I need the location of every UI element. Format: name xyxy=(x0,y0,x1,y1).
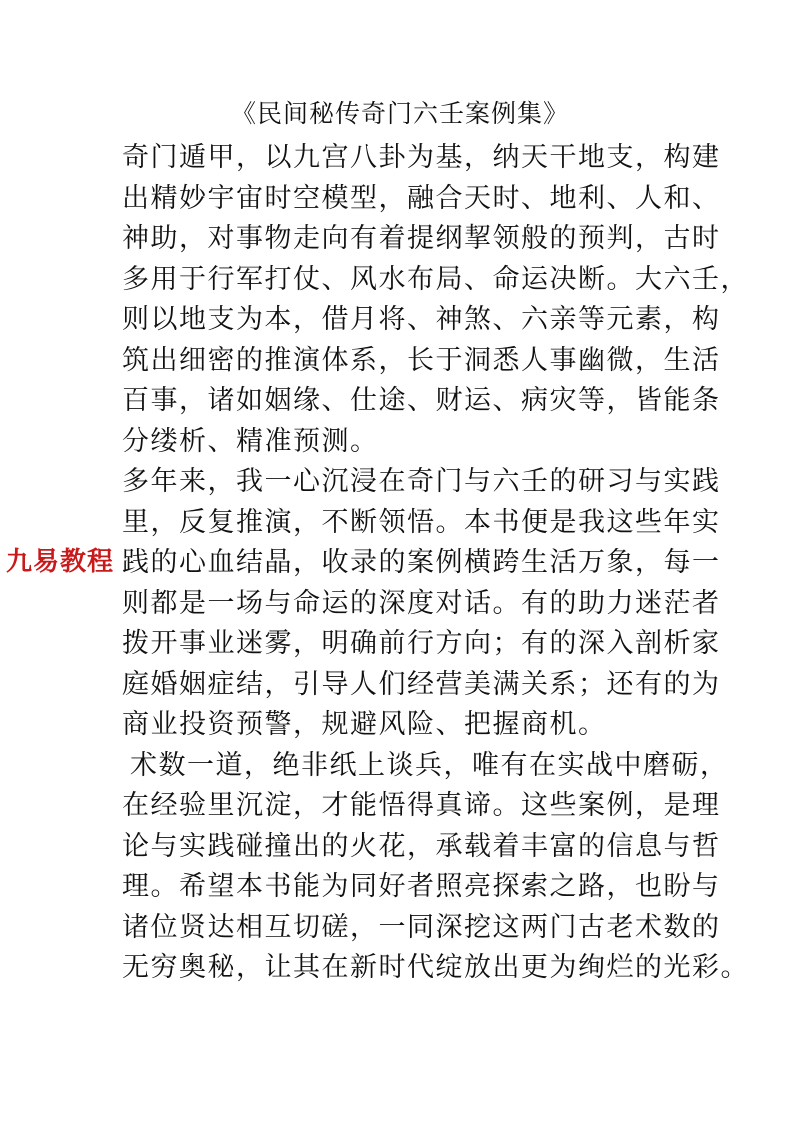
text-line: 则都是一场与命运的深度对话。有的助力迷茫者 xyxy=(122,587,721,619)
document-body xyxy=(122,138,749,989)
text-line: 庭婚姻症结，引导人们经营美满关系；还有的为 xyxy=(122,668,721,700)
text-line: 神助，对事物走向有着提纲挈领般的预判，古时 xyxy=(122,223,721,254)
text-line: 拨开事业迷雾，明确前行方向；有的深入剖析家 xyxy=(122,628,721,659)
text-line: 百事，诸如姻缘、仕途、财运、病灾等，皆能条 xyxy=(122,385,721,416)
document-title: 《民间秘传奇门六壬案例集》 xyxy=(230,99,569,128)
text-line: 里，反复推演，不断领悟。本书便是我这些年实 xyxy=(122,506,721,538)
text-line: 术数一道，绝非纸上谈兵，唯有在实战中磨砺， xyxy=(130,749,729,781)
text-line: 分缕析、精准预测。 xyxy=(122,425,379,457)
text-line: 论与实践碰撞出的火花，承载着丰富的信息与哲 xyxy=(122,830,721,862)
text-line: 在经验里沉淀，才能悟得真谛。这些案例，是理 xyxy=(122,790,721,821)
text-line: 践的心血结晶，收录的案例横跨生活万象，每一 xyxy=(122,547,721,578)
text-line: 筑出细密的推演体系，长于洞悉人事幽微，生活 xyxy=(122,344,721,376)
text-line: 多年来，我一心沉浸在奇门与六壬的研习与实践 xyxy=(122,466,721,497)
text-line: 商业投资预警，规避风险、把握商机。 xyxy=(122,709,607,740)
text-line: 诸位贤达相互切磋，一同深挖这两门古老术数的 xyxy=(122,911,721,943)
text-line: 多用于行军打仗、风水布局、命运决断。大六壬， xyxy=(122,263,749,295)
watermark-text: 九易教程 xyxy=(6,547,115,577)
text-line: 则以地支为本，借月将、神煞、六亲等元素，构 xyxy=(122,304,721,335)
text-line: 理。希望本书能为同好者照亮探索之路，也盼与 xyxy=(122,871,721,902)
text-line: 奇门遁甲，以九宫八卦为基，纳天干地支，构建 xyxy=(122,142,721,173)
text-line: 出精妙宇宙时空模型，融合天时、地利、人和、 xyxy=(122,182,721,214)
text-line: 无穷奥秘，让其在新时代绽放出更为绚烂的光彩。 xyxy=(122,952,749,983)
